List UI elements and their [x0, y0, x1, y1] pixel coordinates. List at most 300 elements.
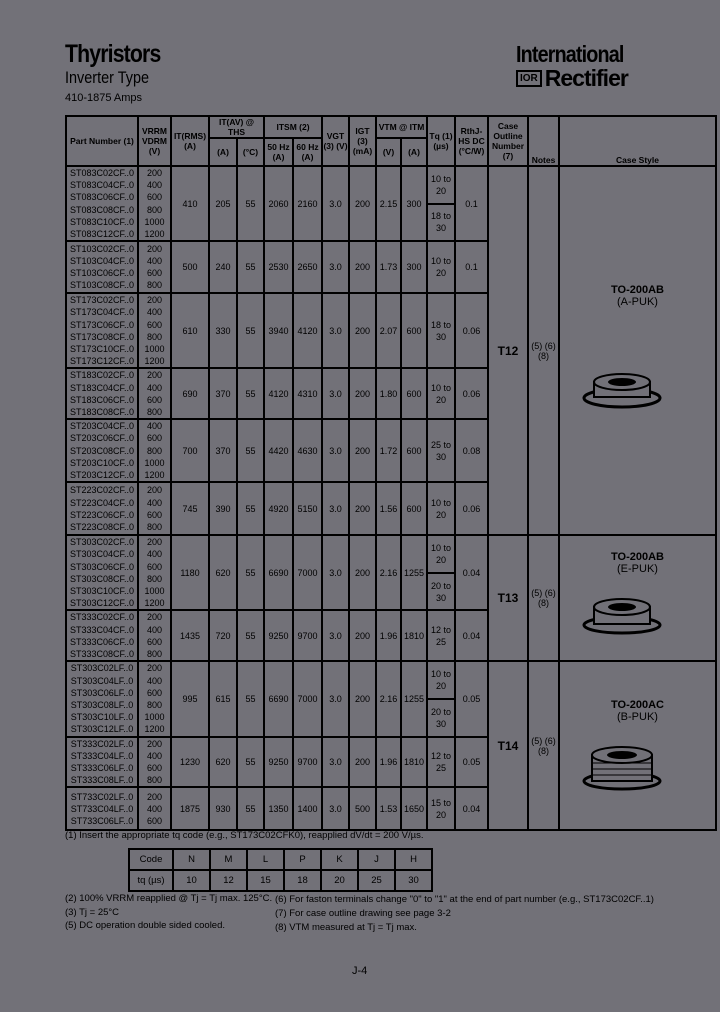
voltage-rating: 600	[146, 268, 163, 279]
voltage-rating: 200	[146, 738, 163, 749]
tq-code: L	[247, 849, 284, 870]
voltage-rating: 200	[146, 663, 163, 674]
tq-code-value: 15	[247, 870, 284, 891]
tq-values	[428, 420, 454, 481]
voltage-rating: 1200	[144, 356, 165, 367]
cell-vtm-a: 1255	[401, 535, 427, 610]
tq-range: 25 to 30	[430, 439, 452, 462]
cell-itrms: 500	[171, 241, 209, 293]
cell-itsm-50: 6690	[264, 661, 293, 736]
tq-code-value: 10	[173, 870, 210, 891]
part-number: ST303C08LF..0	[70, 699, 134, 710]
tq-range: 10 to 20	[430, 543, 452, 566]
voltage-rating: 1200	[144, 229, 165, 240]
voltage-rating: 600	[146, 815, 163, 826]
puck-b-icon	[560, 743, 715, 793]
part-number: ST303C06CF..0	[69, 561, 135, 572]
tq-code-value: 30	[395, 870, 432, 891]
cell-vtm-a: 600	[401, 419, 427, 482]
cell-vtm-v: 2.07	[376, 293, 401, 368]
cell-tq	[427, 535, 455, 610]
tq-code: J	[358, 849, 395, 870]
part-number: ST103C04CF..0	[69, 256, 135, 267]
voltage-rating: 1200	[144, 724, 165, 735]
header-part-number: Part Number (1)	[66, 116, 138, 166]
cell-tq	[427, 787, 455, 830]
cell-itav-a: 615	[209, 661, 237, 736]
voltages	[138, 241, 171, 293]
part-number: ST303C02LF..0	[70, 663, 134, 674]
page-title: Thyristors	[65, 40, 161, 68]
case-style	[559, 166, 716, 535]
cell-itav-c: 55	[237, 787, 264, 830]
cell-rth: 0.1	[455, 241, 488, 293]
case-notes: (5) (6) (8)	[528, 535, 559, 661]
part-number: ST303C08CF..0	[69, 573, 135, 584]
tq-values	[428, 294, 454, 367]
cell-rth: 0.06	[455, 293, 488, 368]
cell-igt: 200	[349, 166, 376, 241]
voltage-rating: 200	[146, 243, 163, 254]
current-range: 410-1875 Amps	[65, 92, 143, 104]
part-number: ST083C12CF..0	[69, 229, 135, 240]
voltages	[138, 535, 171, 610]
tq-code: K	[321, 849, 358, 870]
cell-tq	[427, 661, 455, 736]
cell-itsm-60: 9700	[293, 737, 322, 788]
voltage-rating: 600	[146, 762, 163, 773]
part-number: ST173C10CF..0	[69, 344, 135, 355]
cell-itsm-60: 5150	[293, 482, 322, 535]
voltage-rating: 400	[146, 307, 163, 318]
footnote-3: (3) Tj = 25°C	[65, 907, 120, 918]
cell-rth: 0.05	[455, 737, 488, 788]
voltage-rating: 800	[146, 521, 163, 532]
part-number: ST203C08CF..0	[69, 445, 135, 456]
footnote-1: (1) Insert the appropriate tq code (e.g., ST173C02CFK0), reapplied dV/dt = 200 V/µs.	[65, 830, 424, 841]
cell-itav-a: 390	[209, 482, 237, 535]
case-style-name: TO-200AB	[611, 551, 664, 564]
cell-itav-c: 55	[237, 610, 264, 661]
voltages	[138, 610, 171, 661]
voltage-rating: 400	[146, 180, 163, 191]
cell-igt: 500	[349, 787, 376, 830]
cell-itav-a: 330	[209, 293, 237, 368]
case-style-package: (B-PUK)	[617, 710, 658, 723]
tq-range: 10 to 20	[430, 173, 452, 196]
voltage-rating: 600	[146, 636, 163, 647]
cell-vtm-v: 1.72	[376, 419, 401, 482]
cell-vgt: 3.0	[322, 737, 349, 788]
voltage-rating: 400	[146, 624, 163, 635]
cell-rth: 0.04	[455, 610, 488, 661]
part-number: ST733C06LF..0	[70, 815, 134, 826]
tq-range: 12 to 25	[430, 624, 452, 647]
cell-igt: 200	[349, 482, 376, 535]
cell-vgt: 3.0	[322, 368, 349, 419]
voltage-rating: 800	[146, 204, 163, 215]
cell-itav-c: 55	[237, 737, 264, 788]
part-numbers	[66, 787, 138, 830]
cell-itsm-50: 3940	[264, 293, 293, 368]
cell-igt: 200	[349, 610, 376, 661]
part-number: ST183C04CF..0	[69, 382, 135, 393]
tq-range: 18 to 30	[428, 203, 454, 241]
cell-vtm-v: 2.15	[376, 166, 401, 241]
part-number: ST083C06CF..0	[69, 192, 135, 203]
case-style-package: (A-PUK)	[617, 295, 658, 308]
header-vtm: VTM @ ITM	[376, 116, 427, 138]
footnote-2: (2) 100% VRRM reapplied @ Tj = Tj max. 125°C.	[65, 893, 273, 904]
tq-values	[428, 788, 454, 829]
voltages	[138, 787, 171, 830]
part-number: ST303C04CF..0	[69, 549, 135, 560]
cell-igt: 200	[349, 368, 376, 419]
part-numbers	[66, 482, 138, 535]
tq-code-value: 18	[284, 870, 321, 891]
voltage-rating: 400	[146, 549, 163, 560]
voltage-rating: 200	[146, 485, 163, 496]
header-notes: Notes	[528, 116, 559, 166]
cell-igt: 200	[349, 737, 376, 788]
voltage-rating: 400	[146, 675, 163, 686]
tq-code: H	[395, 849, 432, 870]
cell-tq	[427, 419, 455, 482]
part-numbers	[66, 368, 138, 419]
header-itsm-60: 60 Hz (A)	[293, 138, 322, 166]
thyristor-spec-table	[65, 115, 717, 831]
part-number: ST103C02CF..0	[69, 243, 135, 254]
part-numbers	[66, 737, 138, 788]
cell-vgt: 3.0	[322, 610, 349, 661]
cell-vtm-v: 2.16	[376, 535, 401, 610]
voltage-rating: 1000	[144, 586, 165, 597]
cell-itav-c: 55	[237, 661, 264, 736]
header-case-outline: Case Outline Number (7)	[488, 116, 528, 166]
cell-tq	[427, 482, 455, 535]
part-number: ST333C04CF..0	[69, 624, 135, 635]
cell-itav-c: 55	[237, 368, 264, 419]
part-number: ST733C04LF..0	[70, 803, 134, 814]
tq-values	[428, 369, 454, 418]
part-number: ST303C04LF..0	[70, 675, 134, 686]
part-numbers	[66, 241, 138, 293]
cell-itsm-60: 4120	[293, 293, 322, 368]
voltage-rating: 1000	[144, 457, 165, 468]
cell-tq	[427, 241, 455, 293]
part-number: ST223C04CF..0	[69, 497, 135, 508]
part-number: ST303C12LF..0	[70, 724, 134, 735]
cell-itrms: 700	[171, 419, 209, 482]
cell-vgt: 3.0	[322, 787, 349, 830]
cell-vtm-a: 1810	[401, 610, 427, 661]
table-row-group	[66, 535, 716, 610]
voltage-rating: 400	[146, 497, 163, 508]
part-number: ST083C04CF..0	[69, 180, 135, 191]
voltage-rating: 1200	[144, 470, 165, 481]
tq-range: 12 to 25	[430, 750, 452, 773]
cell-itav-c: 55	[237, 293, 264, 368]
cell-vtm-v: 1.96	[376, 737, 401, 788]
cell-itsm-60: 7000	[293, 535, 322, 610]
cell-itav-a: 240	[209, 241, 237, 293]
table-row-group	[66, 661, 716, 736]
case-outline-number: T14	[488, 661, 528, 830]
header-itav: IT(AV) @ THS	[209, 116, 264, 138]
tq-values	[428, 483, 454, 534]
voltage-rating: 800	[146, 280, 163, 291]
part-numbers	[66, 535, 138, 610]
tq-range: 10 to 20	[430, 669, 452, 692]
cell-rth: 0.05	[455, 661, 488, 736]
cell-vtm-a: 600	[401, 368, 427, 419]
cell-itrms: 995	[171, 661, 209, 736]
cell-vgt: 3.0	[322, 166, 349, 241]
part-number: ST203C06CF..0	[69, 433, 135, 444]
cell-vtm-a: 300	[401, 241, 427, 293]
part-number: ST173C08CF..0	[69, 331, 135, 342]
cell-tq	[427, 368, 455, 419]
part-number: ST333C04LF..0	[70, 750, 134, 761]
cell-igt: 200	[349, 535, 376, 610]
header-itsm-50: 50 Hz (A)	[264, 138, 293, 166]
cell-itrms: 1180	[171, 535, 209, 610]
voltage-rating: 600	[146, 192, 163, 203]
code-label: Code	[129, 849, 173, 870]
cell-itsm-60: 2650	[293, 241, 322, 293]
tq-code: M	[210, 849, 247, 870]
cell-itav-c: 55	[237, 241, 264, 293]
cell-vtm-v: 2.16	[376, 661, 401, 736]
cell-itrms: 690	[171, 368, 209, 419]
part-number: ST303C06LF..0	[70, 687, 134, 698]
cell-tq	[427, 293, 455, 368]
cell-itrms: 745	[171, 482, 209, 535]
voltage-rating: 200	[146, 791, 163, 802]
part-number: ST103C06CF..0	[69, 268, 135, 279]
voltages	[138, 166, 171, 241]
footnote-5: (5) DC operation double sided cooled.	[65, 920, 226, 931]
cell-vtm-a: 1650	[401, 787, 427, 830]
tq-range: 15 to 20	[430, 797, 452, 820]
voltage-rating: 800	[146, 699, 163, 710]
cell-rth: 0.04	[455, 787, 488, 830]
part-number: ST303C10CF..0	[69, 586, 135, 597]
header-case-style: Case Style	[559, 116, 716, 166]
page-number: J-4	[352, 965, 368, 977]
case-outline-number: T12	[488, 166, 528, 535]
cell-igt: 200	[349, 293, 376, 368]
cell-itsm-50: 4920	[264, 482, 293, 535]
part-number: ST333C06CF..0	[69, 636, 135, 647]
voltage-rating: 800	[146, 775, 163, 786]
tq-values	[428, 167, 454, 240]
voltage-rating: 400	[146, 803, 163, 814]
cell-itsm-60: 4630	[293, 419, 322, 482]
tq-code-value: 20	[321, 870, 358, 891]
part-numbers	[66, 661, 138, 736]
part-number: ST303C02CF..0	[69, 537, 135, 548]
voltage-rating: 600	[146, 319, 163, 330]
part-number: ST083C10CF..0	[69, 216, 135, 227]
cell-itrms: 410	[171, 166, 209, 241]
header-itsm: ITSM (2)	[264, 116, 322, 138]
header-vgt: VGT (3) (V)	[322, 116, 349, 166]
voltage-rating: 400	[146, 750, 163, 761]
part-number: ST333C08LF..0	[70, 775, 134, 786]
cell-vgt: 3.0	[322, 293, 349, 368]
cell-itav-c: 55	[237, 482, 264, 535]
voltages	[138, 293, 171, 368]
puck-e-icon	[560, 595, 715, 645]
tq-code: P	[284, 849, 321, 870]
part-number: ST083C02CF..0	[69, 168, 135, 178]
cell-itrms: 1230	[171, 737, 209, 788]
cell-itav-c: 55	[237, 419, 264, 482]
voltage-rating: 200	[146, 295, 163, 306]
tq-code-value: 12	[210, 870, 247, 891]
cell-vgt: 3.0	[322, 482, 349, 535]
tq-label: tq (µs)	[129, 870, 173, 891]
cell-rth: 0.06	[455, 368, 488, 419]
voltage-rating: 800	[146, 573, 163, 584]
cell-vtm-v: 1.96	[376, 610, 401, 661]
case-style-name: TO-200AC	[611, 698, 664, 711]
part-number: ST183C08CF..0	[69, 407, 135, 418]
footnote-8: (8) VTM measured at Tj = Tj max.	[275, 922, 417, 933]
tq-values	[428, 611, 454, 660]
tq-code-value: 25	[358, 870, 395, 891]
cell-tq	[427, 737, 455, 788]
header-rth: RthJ-HS DC (°C/W)	[455, 116, 488, 166]
company-logo	[516, 42, 648, 90]
page-subtitle: Inverter Type	[65, 68, 150, 87]
cell-vtm-v: 1.80	[376, 368, 401, 419]
tq-range: 10 to 20	[430, 497, 452, 520]
cell-itav-a: 370	[209, 368, 237, 419]
part-number: ST203C12CF..0	[69, 470, 135, 481]
part-numbers	[66, 293, 138, 368]
voltage-rating: 600	[146, 394, 163, 405]
part-number: ST173C02CF..0	[69, 295, 135, 306]
header-vtm-v: (V)	[376, 138, 401, 166]
header-itav-a: (A)	[209, 138, 237, 166]
logo-ior-box: IOR	[516, 70, 542, 87]
case-style-package: (E-PUK)	[617, 563, 658, 576]
voltage-rating: 1200	[144, 598, 165, 609]
cell-itrms: 1875	[171, 787, 209, 830]
cell-itav-a: 620	[209, 737, 237, 788]
cell-tq	[427, 610, 455, 661]
voltages	[138, 482, 171, 535]
part-number: ST103C08CF..0	[69, 280, 135, 291]
cell-vgt: 3.0	[322, 241, 349, 293]
voltages	[138, 737, 171, 788]
tq-range: 20 to 30	[428, 698, 454, 736]
tq-code: N	[173, 849, 210, 870]
voltage-rating: 600	[146, 561, 163, 572]
case-style-name: TO-200AB	[611, 283, 664, 296]
part-numbers	[66, 610, 138, 661]
cell-vgt: 3.0	[322, 535, 349, 610]
voltage-rating: 200	[146, 537, 163, 548]
tq-range: 18 to 30	[430, 319, 452, 342]
header-itav-c: (°C)	[237, 138, 264, 166]
cell-rth: 0.06	[455, 482, 488, 535]
part-number: ST333C08CF..0	[69, 649, 135, 660]
cell-igt: 200	[349, 661, 376, 736]
part-numbers	[66, 419, 138, 482]
cell-itsm-50: 4120	[264, 368, 293, 419]
voltage-rating: 600	[146, 687, 163, 698]
voltage-rating: 600	[146, 509, 163, 520]
voltage-rating: 400	[146, 382, 163, 393]
part-number: ST223C02CF..0	[69, 485, 135, 496]
part-number: ST183C02CF..0	[69, 370, 135, 381]
tq-code-table	[128, 848, 433, 892]
case-style	[559, 535, 716, 661]
tq-values	[428, 738, 454, 787]
voltage-rating: 800	[146, 649, 163, 660]
voltages	[138, 368, 171, 419]
cell-itrms: 610	[171, 293, 209, 368]
cell-vtm-a: 300	[401, 166, 427, 241]
voltage-rating: 200	[146, 612, 163, 623]
header-tq: Tq (1) (µs)	[427, 116, 455, 166]
cell-vtm-v: 1.73	[376, 241, 401, 293]
cell-itav-c: 55	[237, 166, 264, 241]
cell-itsm-60: 9700	[293, 610, 322, 661]
voltages	[138, 661, 171, 736]
part-number: ST303C10LF..0	[70, 712, 134, 723]
cell-itsm-50: 4420	[264, 419, 293, 482]
voltage-rating: 800	[146, 445, 163, 456]
header-itrms: IT(RMS) (A)	[171, 116, 209, 166]
cell-itsm-50: 2060	[264, 166, 293, 241]
cell-igt: 200	[349, 419, 376, 482]
cell-vgt: 3.0	[322, 419, 349, 482]
tq-values	[428, 242, 454, 292]
cell-itsm-50: 2530	[264, 241, 293, 293]
cell-itav-a: 720	[209, 610, 237, 661]
cell-vtm-a: 600	[401, 293, 427, 368]
cell-itav-a: 930	[209, 787, 237, 830]
cell-itsm-60: 1400	[293, 787, 322, 830]
cell-vtm-a: 600	[401, 482, 427, 535]
voltage-rating: 1000	[144, 344, 165, 355]
tq-range: 20 to 30	[428, 572, 454, 610]
cell-vtm-a: 1810	[401, 737, 427, 788]
case-notes: (5) (6) (8)	[528, 166, 559, 535]
case-style	[559, 661, 716, 830]
part-number: ST333C06LF..0	[70, 762, 134, 773]
voltage-rating: 800	[146, 331, 163, 342]
cell-itsm-50: 6690	[264, 535, 293, 610]
cell-itav-a: 205	[209, 166, 237, 241]
cell-itsm-50: 1350	[264, 787, 293, 830]
part-number: ST223C06CF..0	[69, 509, 135, 520]
table-row-group	[66, 166, 716, 241]
voltage-rating: 400	[146, 421, 163, 432]
cell-rth: 0.04	[455, 535, 488, 610]
puck-a-icon	[560, 368, 715, 418]
voltage-rating: 400	[146, 256, 163, 267]
part-numbers	[66, 166, 138, 241]
cell-itav-a: 370	[209, 419, 237, 482]
footnote-7: (7) For case outline drawing see page 3-2	[275, 908, 451, 919]
part-number: ST173C04CF..0	[69, 307, 135, 318]
part-number: ST203C10CF..0	[69, 457, 135, 468]
